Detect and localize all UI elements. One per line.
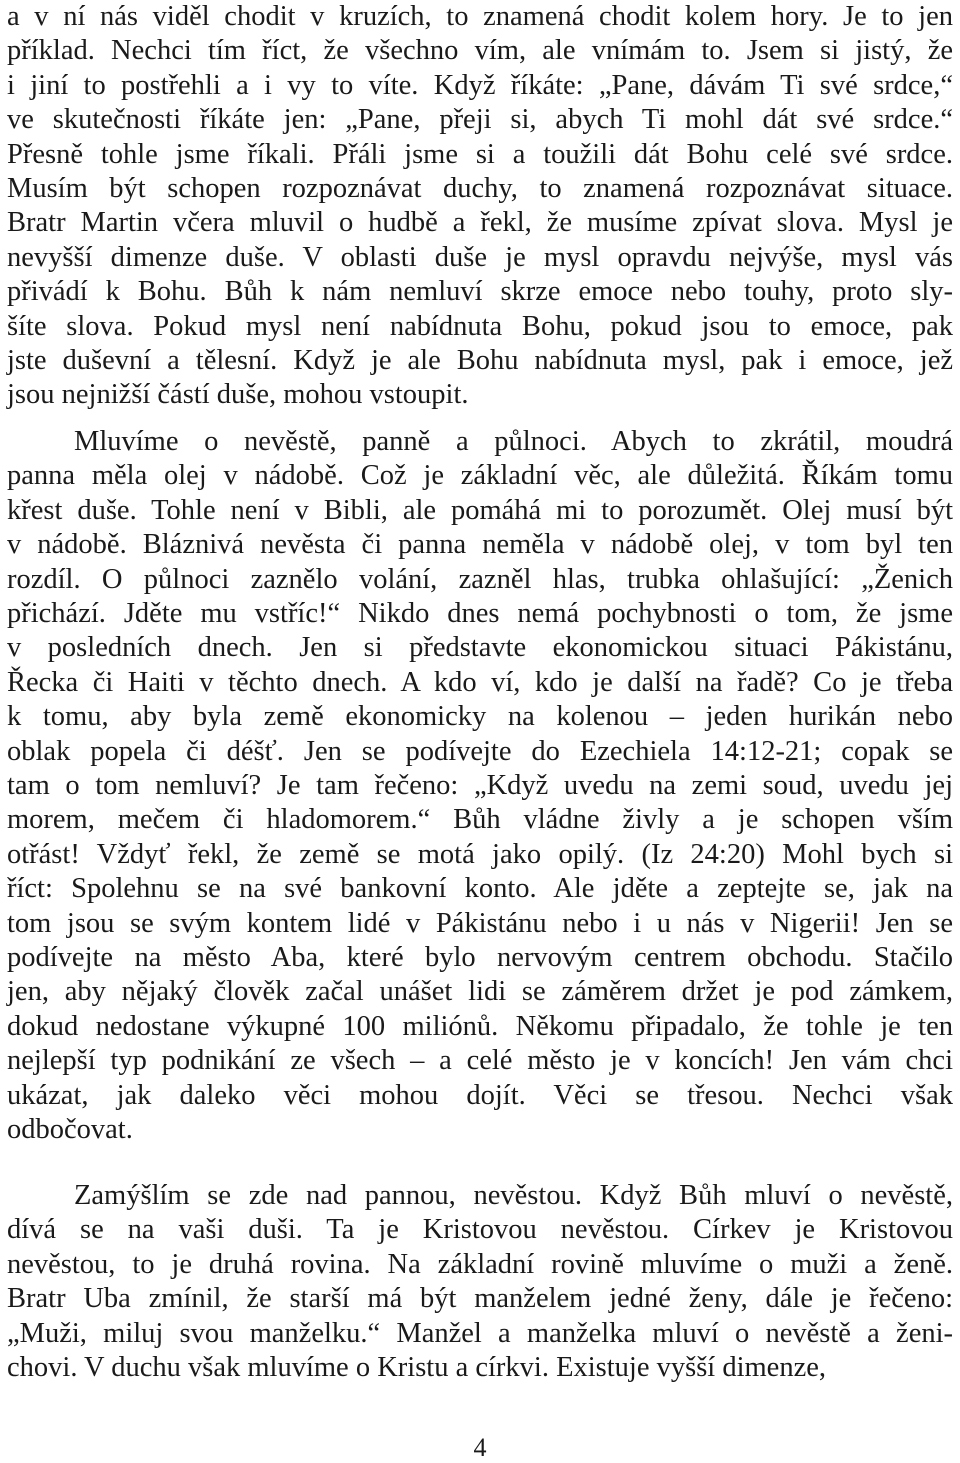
text-line: oblak popela či déšť. Jen se podívejte do Ezechiela 14:12-21; copak se [7,735,953,767]
text-line: chovi. V duchu však mluvíme o Kristu a církvi. Existuje vyšší dimenze, [7,1352,826,1383]
text-line: „Muži, miluj svou manželku.“ Manžel a manželka mluví o nevěstě a ženi- [7,1317,953,1349]
text-line: v nádobě. Bláznivá nevěsta či panna neměla v nádobě olej, v tom byl ten [7,529,953,561]
text-line: tam o tom nemluví? Je tam řečeno: „Když uvedu na zemi soud, uvedu jej [7,770,953,801]
text-line: Řecka či Haiti v těchto dnech. A kdo ví, kdo je další na řadě? Co je třeba [7,666,953,698]
text-line: otřást! Vždyť řekl, že země se motá jako opilý. (Iz 24:20) Mohl bych si [7,838,953,870]
text-line: panna měla olej v nádobě. Což je základní věc, ale důležitá. Říkám tomu [7,460,953,492]
text-line: Mluvíme o nevěstě, panně a půlnoci. Abych to zkrátil, moudrá [74,426,953,457]
text-line: šíte slova. Pokud mysl není nabídnuta Bohu, pokud jsou to emoce, pak [7,310,953,342]
text-line: jen, aby nějaký člověk začal unášet lidi se záměrem držet je pod zámkem, [7,976,953,1008]
text-line: dívá se na vaši duši. Ta je Kristovou nevěstou. Církev je Kristovou [7,1214,953,1246]
text-line: ukázat, jak daleko věci mohou dojít. Věci se třesou. Nechci však [7,1079,953,1111]
text-line: k tomu, aby byla země ekonomicky na kolenou – jeden hurikán nebo [7,701,953,733]
text-line: a v ní nás viděl chodit v kruzích, to znamená chodit kolem hory. Je to jen [7,1,953,32]
text-line: nejlepší typ podnikání ze všech – a celé město je v koncích! Jen vám chci [7,1045,953,1077]
text-line: Bratr Martin včera mluvil o hudbě a řekl, že musíme zpívat slova. Mysl je [7,207,953,239]
text-line: tom jsou se svým kontem lidé v Pákistánu nebo i u nás v Nigerii! Jen se [7,907,953,939]
text-line: jsou nejnižší částí duše, mohou vstoupit. [7,379,469,411]
text-line: křest duše. Tohle není v Bibli, ale pomáhá mi to porozumět. Olej musí být [7,494,953,526]
text-line: přivádí k Bohu. Bůh k nám nemluví skrze emoce nebo touhy, proto sly- [7,276,953,308]
text-line: v posledních dnech. Jen si představte ekonomickou situaci Pákistánu, [7,632,953,664]
text-line: dokud nedostane výkupné 100 miliónů. Někomu připadalo, že tohle je ten [7,1010,953,1042]
text-line: rozdíl. O půlnoci zaznělo volání, zazněl hlas, trubka ohlašující: „Ženich [7,563,953,595]
text-line: Bratr Uba zmínil, že starší má být manželem jedné ženy, dále je řečeno: [7,1283,953,1315]
page-number: 4 [473,1433,487,1462]
text-line: říct: Spolehnu se na své bankovní konto. Ale jděte a zeptejte se, jak na [7,873,953,905]
text-line: podívejte na město Aba, které bylo nervovým centrem obchodu. Stačilo [7,942,953,973]
text-line: přichází. Jděte mu vstříc!“ Nikdo dnes nemá pochybnosti o tom, že jsme [7,598,953,629]
text-line: příklad. Nechci tím říct, že všechno vím, ale vnímám to. Jsem si jistý, že [7,35,953,67]
text-line: nevěstou, to je druhá rovina. Na základní rovině mluvíme o muži a ženě. [7,1248,953,1280]
text-line: Zamýšlím se zde nad pannou, nevěstou. Když Bůh mluví o nevěstě, [74,1180,953,1211]
text-line: jste duševní a tělesní. Když je ale Bohu nabídnuta mysl, pak i emoce, jež [7,345,953,376]
text-line: Musím být schopen rozpoznávat duchy, to znamená rozpoznávat situace. [7,173,953,204]
text-line: Přesně tohle jsme říkali. Přáli jsme si a toužili dát Bohu celé své srdce. [7,138,953,170]
text-line: i jiní to postřehli a i vy to víte. Když říkáte: „Pane, dávám Ti své srdce,“ [7,69,953,101]
text-line: nevyšší dimenze duše. V oblasti duše je mysl opravdu nejvýše, mysl vás [7,241,953,273]
text-line: morem, mečem či hladomorem.“ Bůh vládne živly a je schopen vším [7,804,953,836]
text-line: odbočovat. [7,1114,133,1145]
text-line: ve skutečnosti říkáte jen: „Pane, přeji si, abych Ti mohl dát své srdce.“ [7,104,953,136]
